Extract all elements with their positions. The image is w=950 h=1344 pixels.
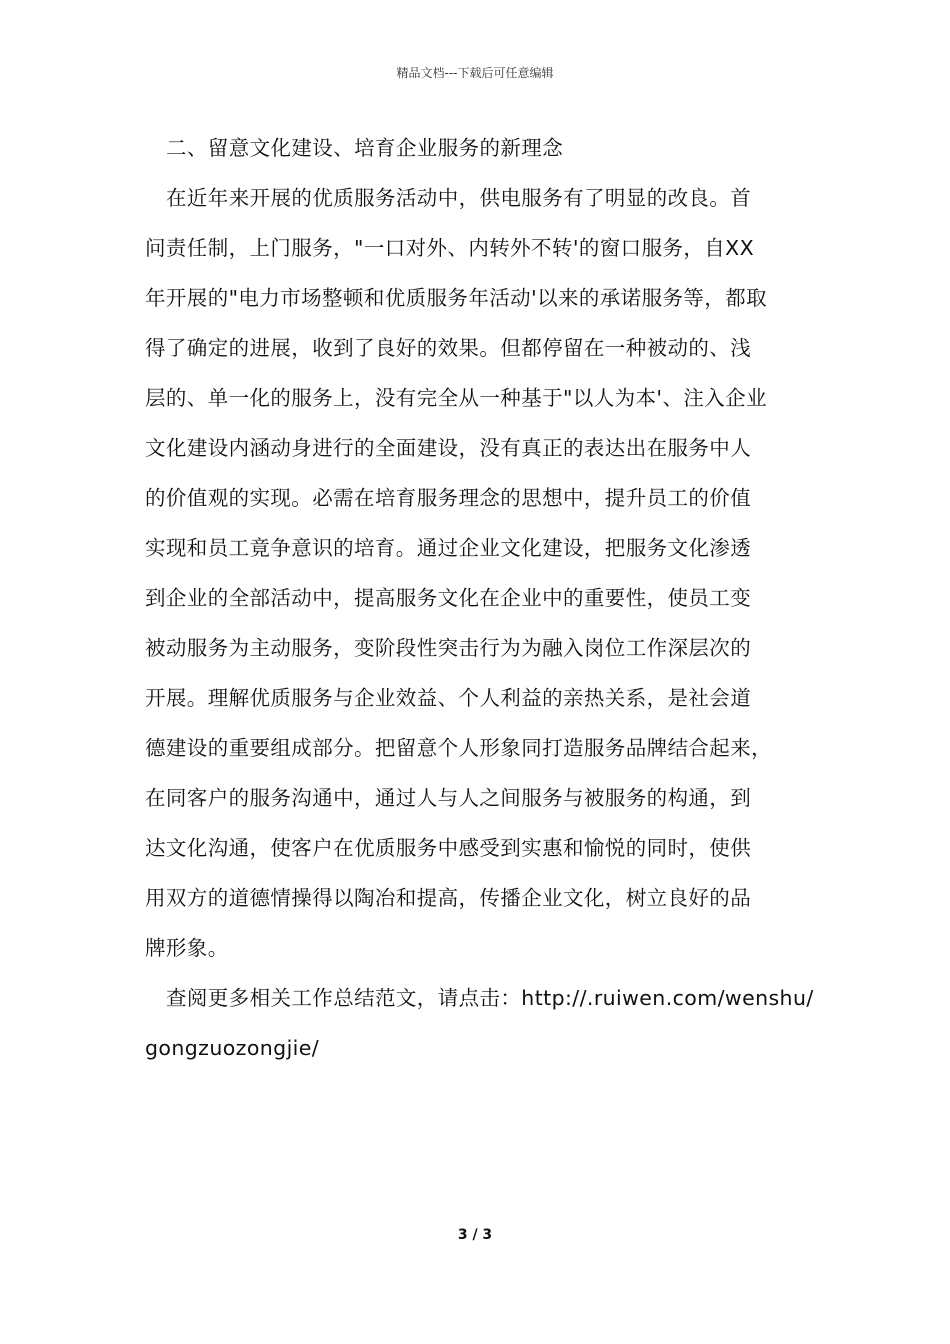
page-number: 3 / 3 — [457, 1227, 493, 1243]
paragraph-line: 德建设的重要组成部分。把留意个人形象同打造服务品牌结合起来， — [145, 736, 772, 760]
paragraph-line: 问责任制，上门服务，"一口对外、内转外不转'的窗口服务，自XX — [145, 236, 755, 260]
paragraph-line: 到企业的全部活动中，提高服务文化在企业中的重要性，使员工变 — [145, 586, 752, 610]
more-link-paragraph[interactable] — [145, 973, 813, 1073]
paragraph — [145, 173, 813, 973]
document-body — [145, 123, 813, 1073]
paragraph-line: 的价值观的实现。必需在培育服务理念的思想中，提升员工的价值 — [145, 486, 752, 510]
link-line[interactable]: gongzuozongjie/ — [145, 1036, 320, 1060]
header-note: 精品文档---下载后可任意编辑 — [396, 66, 554, 80]
paragraph-line: 在同客户的服务沟通中，通过人与人之间服务与被服务的构通，到 — [145, 786, 752, 810]
paragraph-line: 开展。理解优质服务与企业效益、个人利益的亲热关系，是社会道 — [145, 686, 752, 710]
paragraph-line: 用双方的道德情操得以陶冶和提高，传播企业文化，树立良好的品 — [145, 886, 752, 910]
paragraph-line: 得了确定的进展，收到了良好的效果。但都停留在一种被动的、浅 — [145, 336, 752, 360]
link-line[interactable]: 查阅更多相关工作总结范文，请点击：http://.ruiwen.com/wenshu/ — [166, 986, 814, 1010]
paragraph-line: 被动服务为主动服务，变阶段性突击行为为融入岗位工作深层次的 — [145, 636, 752, 660]
paragraph-line: 层的、单一化的服务上，没有完全从一种基于"以人为本'、注入企业 — [145, 386, 767, 410]
paragraph-line: 年开展的"电力市场整顿和优质服务年活动'以来的承诺服务等，都取 — [145, 286, 767, 310]
section-heading: 二、留意文化建设、培育企业服务的新理念 — [166, 136, 564, 160]
paragraph-line: 达文化沟通，使客户在优质服务中感受到实惠和愉悦的同时，使供 — [145, 836, 752, 860]
paragraph-line: 牌形象。 — [145, 936, 229, 960]
paragraph-line: 在近年来开展的优质服务活动中，供电服务有了明显的改良。首 — [166, 186, 752, 210]
paragraph-line: 文化建设内涵动身进行的全面建设，没有真正的表达出在服务中人 — [145, 436, 752, 460]
paragraph-line: 实现和员工竟争意识的培育。通过企业文化建设，把服务文化渗透 — [145, 536, 752, 560]
